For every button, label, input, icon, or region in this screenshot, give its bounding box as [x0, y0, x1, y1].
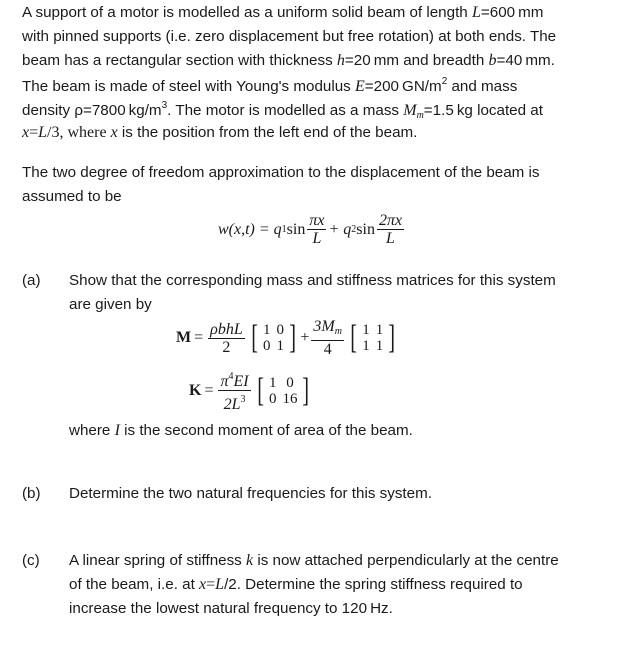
matrix-cell: 1 [375, 338, 384, 354]
displacement-equation [218, 212, 406, 247]
part-c-text: = [206, 576, 216, 593]
matrix-ones: [ 1 1 1 1 ] [350, 319, 396, 356]
superscript: 3 [240, 394, 246, 405]
var-L: L [471, 4, 481, 21]
denominator: 4 [323, 341, 332, 358]
var-I: I [114, 422, 120, 439]
matrix-symbol-K: K [189, 381, 202, 399]
intro-text: The beam is made of steel with Young's modulus [22, 78, 355, 95]
matrix-symbol-M: M [176, 329, 192, 346]
fraction [307, 212, 326, 247]
eq-sin: sin [356, 220, 375, 238]
intro-text: =1.5 kg located at [423, 102, 543, 119]
matrix-cell: 0 [276, 322, 285, 338]
intro-text: beam has a rectangular section with thickness [22, 52, 337, 69]
intro-text: =40 mm. [496, 52, 555, 69]
part-c-text: A linear spring of stiffness [69, 552, 246, 569]
part-c-line-2 [69, 576, 523, 594]
subscript: 1 [281, 224, 287, 235]
intro-line-5 [22, 100, 543, 121]
part-a-tail [69, 422, 413, 440]
subscript: m [334, 326, 342, 337]
part-b-line [69, 485, 432, 502]
part-c-text: /2. Determine the spring stiffness required to [224, 576, 523, 593]
var-M: M [403, 102, 417, 119]
matrix-cell: 0 [263, 338, 271, 354]
para2-line-1 [22, 164, 540, 181]
matrix-cell: 1 [263, 322, 271, 338]
denominator: 2L [223, 396, 241, 413]
intro-text: density ρ=7800 kg/m [22, 102, 162, 119]
para2-line-2 [22, 188, 122, 205]
var-k: k [246, 552, 254, 569]
denominator: 2 [222, 338, 231, 356]
matrix-cell: 1 [276, 338, 285, 354]
numerator: 2πx [378, 212, 403, 229]
part-c-text: increase the lowest natural frequency to 120 Hz. [69, 600, 393, 617]
intro-text: . The motor is modelled as a mass [167, 102, 404, 119]
intro-line-6 [22, 124, 417, 142]
intro-line-4 [22, 76, 517, 96]
equals-sign: = [204, 381, 214, 399]
para-text: The two degree of freedom approximation to the displacement of the beam is [22, 164, 540, 181]
matrix-cell: 0 [268, 390, 277, 407]
var-x: x [199, 576, 207, 593]
intro-text: = [29, 124, 39, 141]
part-c-text: is now attached perpendicularly at the centre [253, 552, 559, 569]
numerator: ρbhL [210, 320, 243, 338]
intro-text: =200 GN/m [364, 78, 442, 95]
var-L: L [38, 124, 48, 141]
numerator: 3M [313, 318, 335, 335]
var-h: h [336, 52, 345, 69]
plus-sign: + [300, 329, 310, 346]
part-a-line-2 [69, 296, 152, 313]
var-L: L [215, 576, 225, 593]
part-a-text: is the second moment of area of the beam. [119, 422, 413, 439]
superscript: 4 [228, 371, 234, 382]
matrix-cell: 1 [268, 374, 277, 391]
matrix-cell: 1 [362, 338, 370, 354]
eq-lhs: w(x,t) = q [218, 220, 282, 238]
fraction [208, 321, 245, 356]
part-c-label: (c) [22, 552, 40, 569]
equals-sign: = [194, 329, 204, 346]
denominator: L [312, 230, 322, 247]
mass-matrix-equation [176, 318, 400, 358]
matrix-cell: 1 [362, 322, 370, 338]
part-a-text: Show that the corresponding mass and stiffness matrices for this system [69, 272, 556, 289]
intro-line-3 [22, 52, 555, 70]
numerator: EI [233, 373, 249, 390]
part-c-line-3 [69, 600, 393, 617]
intro-text: with pinned supports (i.e. zero displacement but free rotation) at both ends. The [22, 28, 557, 45]
superscript: 3 [161, 100, 168, 111]
intro-text: is the position from the left end of the beam. [117, 124, 418, 141]
var-x: x [22, 124, 30, 141]
subscript: m [416, 110, 424, 121]
fraction [377, 212, 404, 247]
superscript: 2 [441, 76, 448, 87]
denominator: L [386, 230, 395, 247]
matrix-identity: [ 1 0 0 1 ] [250, 319, 297, 356]
matrix-cell: 16 [282, 390, 298, 407]
part-b-label: (b) [22, 485, 41, 502]
fraction [218, 368, 250, 413]
part-a-label: (a) [22, 272, 41, 289]
matrix-cell: 0 [286, 374, 294, 391]
numerator: π [220, 373, 229, 390]
part-a-text: where [69, 422, 115, 439]
intro-text: A support of a motor is modelled as a uniform solid beam of length [22, 4, 472, 21]
subscript: 2 [351, 224, 357, 235]
intro-text: /3, where [47, 124, 111, 141]
part-a-text: are given by [69, 296, 152, 313]
intro-text: and mass [447, 78, 518, 95]
fraction [311, 318, 344, 358]
matrix-cell: 1 [375, 322, 384, 338]
var-x: x [110, 124, 118, 141]
part-a-line-1 [69, 272, 556, 289]
intro-line-2 [22, 28, 556, 45]
matrix-stiffness: [ 1 0 0 16 ] [256, 371, 310, 409]
eq-sin: sin [286, 220, 306, 238]
var-E: E [355, 78, 365, 95]
numerator: πx [309, 212, 325, 229]
part-c-line-1 [69, 552, 559, 570]
intro-line-1 [22, 4, 543, 22]
para-text: assumed to be [22, 188, 122, 205]
stiffness-matrix-equation [189, 368, 314, 413]
intro-text: =600 mm [480, 4, 544, 21]
part-c-text: of the beam, i.e. at [69, 576, 200, 593]
eq-plus: + q [328, 220, 352, 238]
intro-text: =20 mm and breadth [344, 52, 489, 69]
var-b: b [488, 52, 497, 69]
part-b-text: Determine the two natural frequencies for this system. [69, 485, 432, 502]
